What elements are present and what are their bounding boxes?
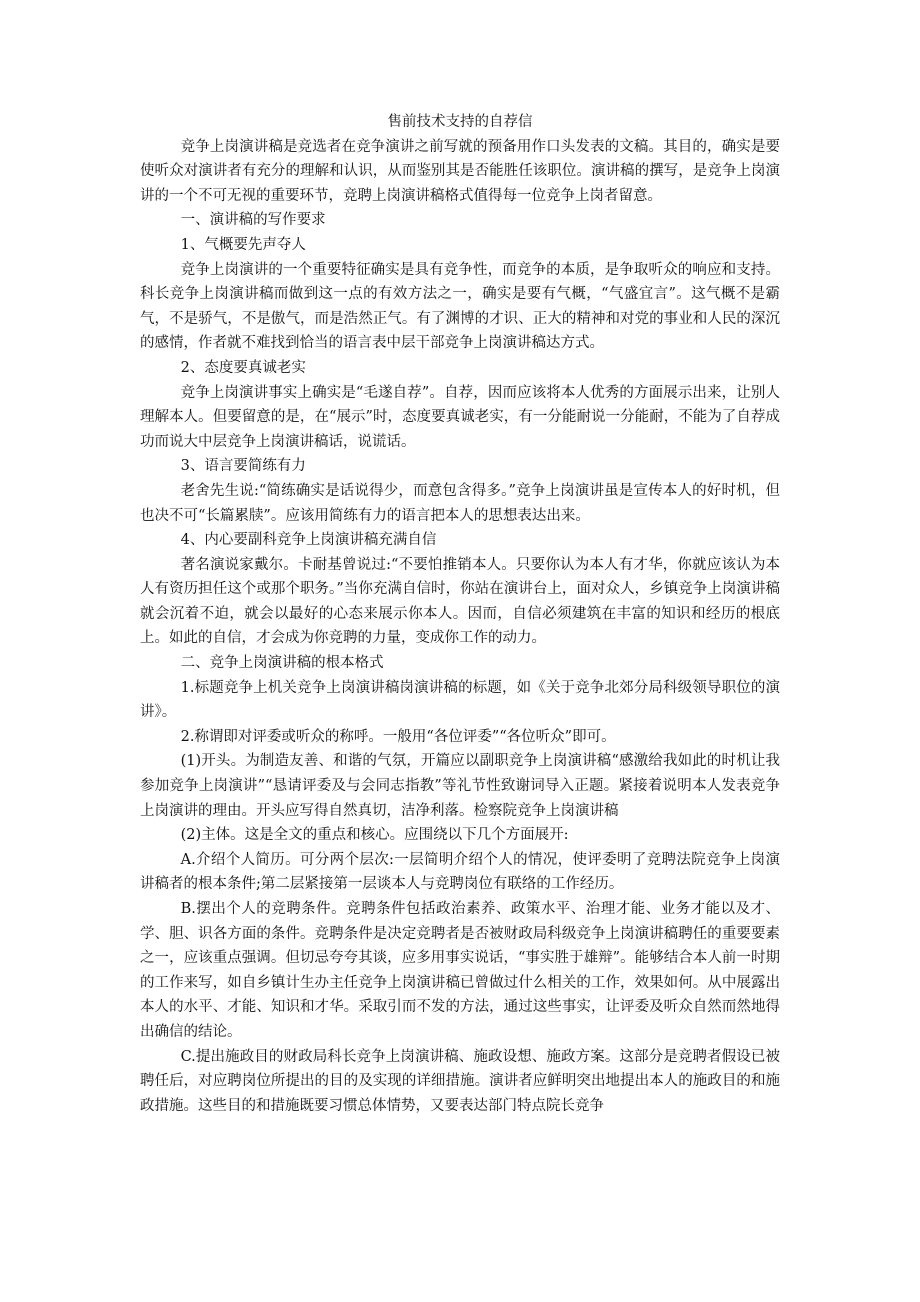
- paragraph-format-title: 1.标题竞争上机关竞争上岗演讲稿岗演讲稿的标题，如《关于竞争北郊分局科级领导职位的演讲》。: [140, 679, 780, 721]
- paragraph-format-opening: (1)开头。为制造友善、和谐的气氛，开篇应以副职竞争上岗演讲稿“感激给我如此的时机让我参加竞争上岗演讲”“恳请评委及与会同志指教”等礼节性致谢词导入正题。紧接着说明本人发表竞争上岗演讲的理由。开头应写得自然真切，洁净利落。检察院竞争上岗演讲稿: [140, 753, 780, 819]
- paragraph-attitude: 竞争上岗演讲事实上确实是“毛遂自荐”。自荐，因而应该将本人优秀的方面展示出来，让别人理解本人。但要留意的是，在“展示”时，态度要真诚老实，有一分能耐说一分能耐，不能为了自荐成功而说大中层竞争上岗演讲稿话，说谎话。: [140, 384, 780, 450]
- paragraph-format-salutation: 2.称谓即对评委或听众的称呼。一般用“各位评委”“各位听众”即可。: [180, 728, 616, 745]
- section-heading-writing-requirements: 一、演讲稿的写作要求: [180, 212, 326, 229]
- subheading-momentum: 1、气概要先声夺人: [180, 236, 306, 253]
- paragraph-format-conditions: B.摆出个人的竞聘条件。竞聘条件包括政治素养、政策水平、治理才能、业务才能以及才、学、胆、识各方面的条件。竞聘条件是决定竞聘者是否被财政局科级竞争上岗演讲稿聘任的重要要素之一，应该重点强调。但切忌夸夸其谈，应多用事实说话，“事实胜于雄辩”。能够结合本人前一时期的工作来写，如自乡镇计生办主任竞争上岗演讲稿已曾做过什么相关的工作，效果如何。从中展露出本人的水平、才能、知识和才华。采取引而不发的方法，通过这些事实，让评委及听众自然而然地得出确信的结论。: [140, 901, 780, 1040]
- subheading-confidence: 4、内心要副科竞争上岗演讲稿充满自信: [180, 532, 437, 549]
- paragraph-intro: 竞争上岗演讲稿是竞选者在竞争演讲之前写就的预备用作口头发表的文稿。其目的，确实是要使听众对演讲者有充分的理解和认识，从而鉴别其是否能胜任该职位。演讲稿的撰写，是竞争上岗演讲的一个不可无视的重要环节，竞聘上岗演讲稿格式值得每一位竞争上岗者留意。: [140, 138, 780, 204]
- paragraph-confidence: 著名演说家戴尔。卡耐基曾说过:“不要怕推销本人。只要你认为本人有才华，你就应该认为本人有资历担任这个或那个职务。”当你充满自信时，你站在演讲台上，面对众人，乡镇竞争上岗演讲稿就会沉着不迫，就会以最好的心态来展示你本人。因而，自信必须建筑在丰富的知识和经历的根底上。如此的自信，才会成为你竞聘的力量，变成你工作的动力。: [140, 556, 780, 647]
- paragraph-momentum: 竞争上岗演讲的一个重要特征确实是具有竞争性，而竞争的本质，是争取听众的响应和支持。科长竞争上岗演讲稿而做到这一点的有效方法之一，确实是要有气概，“气盛宜言”。这气概不是霸气，不是骄气，不是傲气，而是浩然正气。有了渊博的才识、正大的精神和对党的事业和人民的深沉的感情，作者就不难找到恰当的语言表中层干部竞争上岗演讲稿达方式。: [140, 261, 780, 352]
- document-page: [140, 110, 780, 1118]
- subheading-attitude: 2、态度要真诚老实: [180, 359, 306, 376]
- paragraph-format-goals: C.提出施政目的财政局科长竞争上岗演讲稿、施政设想、施政方案。这部分是竞聘者假设已被聘任后，对应聘岗位所提出的目的及实现的详细措施。演讲者应鲜明突出地提出本人的施政目的和施政措施。这些目的和措施既要习惯总体情势，又要表达部门特点院长竞争: [140, 1048, 780, 1114]
- subheading-language: 3、语言要简练有力: [180, 458, 306, 475]
- paragraph-format-resume: A.介绍个人简历。可分两个层次:一层简明介绍个人的情况，使评委明了竞聘法院竞争上岗演讲稿者的根本条件;第二层紧接第一层谈本人与竞聘岗位有联络的工作经历。: [140, 851, 780, 893]
- paragraph-format-body: (2)主体。这是全文的重点和核心。应围绕以下几个方面展开:: [180, 827, 569, 844]
- section-heading-basic-format: 二、竞争上岗演讲稿的根本格式: [180, 655, 384, 672]
- document-title: 售前技术支持的自荐信: [387, 114, 533, 130]
- paragraph-language: 老舍先生说:“简练确实是话说得少，而意包含得多。”竞争上岗演讲虽是宣传本人的好时机，但也决不可“长篇累牍”。应该用简练有力的语言把本人的思想表达出来。: [140, 482, 780, 524]
- document-body: [140, 135, 780, 1119]
